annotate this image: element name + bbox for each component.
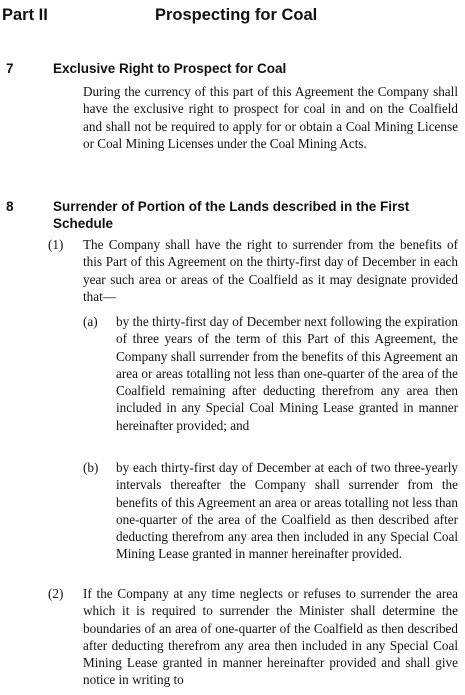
section-title: Exclusive Right to Prospect for Coal bbox=[53, 61, 287, 76]
item-text: by the thirty-first day of December next following the expiration of three years of the term of this Part of this Agreement, the Company shall surrender from the benefits of this Agreement an area or areas totalling not less than one-quarter of the area of the Coalfield remaining after deducting therefrom any area then included in any Special Coal Mining Lease granted in manner hereinafter provided; and bbox=[116, 314, 458, 433]
section-body: During the currency of this part of this Agreement the Company shall have the exclusive right to prospect for coal in and on the Coalfield and shall not be required to apply for or obtain a Coal Mining License or Coal Mining Licenses under the Coal Mining Acts. bbox=[83, 84, 458, 151]
subsection-text: The Company shall have the right to surrender from the benefits of this Part of this Agreement on the thirty-first day of December in each year such area or areas of the Coalfield as it may designate provided that— bbox=[83, 237, 458, 304]
part-label: Part II bbox=[2, 6, 48, 24]
part-title: Prospecting for Coal bbox=[155, 6, 318, 24]
subsection-label: (2) bbox=[48, 586, 64, 601]
section-number: 7 bbox=[6, 61, 14, 76]
subsection-label: (1) bbox=[48, 237, 64, 252]
subsection-text: If the Company at any time neglects or refuses to surrender the area which it is required to surrender the Minister shall determine the boundaries of an area of one-quarter of the Coalfield as then described after deducting therefrom any area then included in any Special Coal Mining Lease granted in manner hereinafter provided and shall give notice in writing to bbox=[83, 586, 458, 688]
item-label: (b) bbox=[83, 460, 99, 475]
item-text: by each thirty-first day of December at each of two three-yearly intervals thereafter the Company shall surrender from the benefits of this Agreement an area or areas totalling not less than one-quarter of the area of the Coalfield as then described after deducting therefrom any area then included in any Special Coal Mining Lease granted in manner hereinafter provided. bbox=[116, 460, 458, 562]
section-title: Surrender of Portion of the Lands described in the First Schedule bbox=[53, 199, 410, 231]
part-header bbox=[0, 6, 465, 34]
item-label: (a) bbox=[83, 314, 98, 329]
section-number: 8 bbox=[6, 199, 14, 214]
